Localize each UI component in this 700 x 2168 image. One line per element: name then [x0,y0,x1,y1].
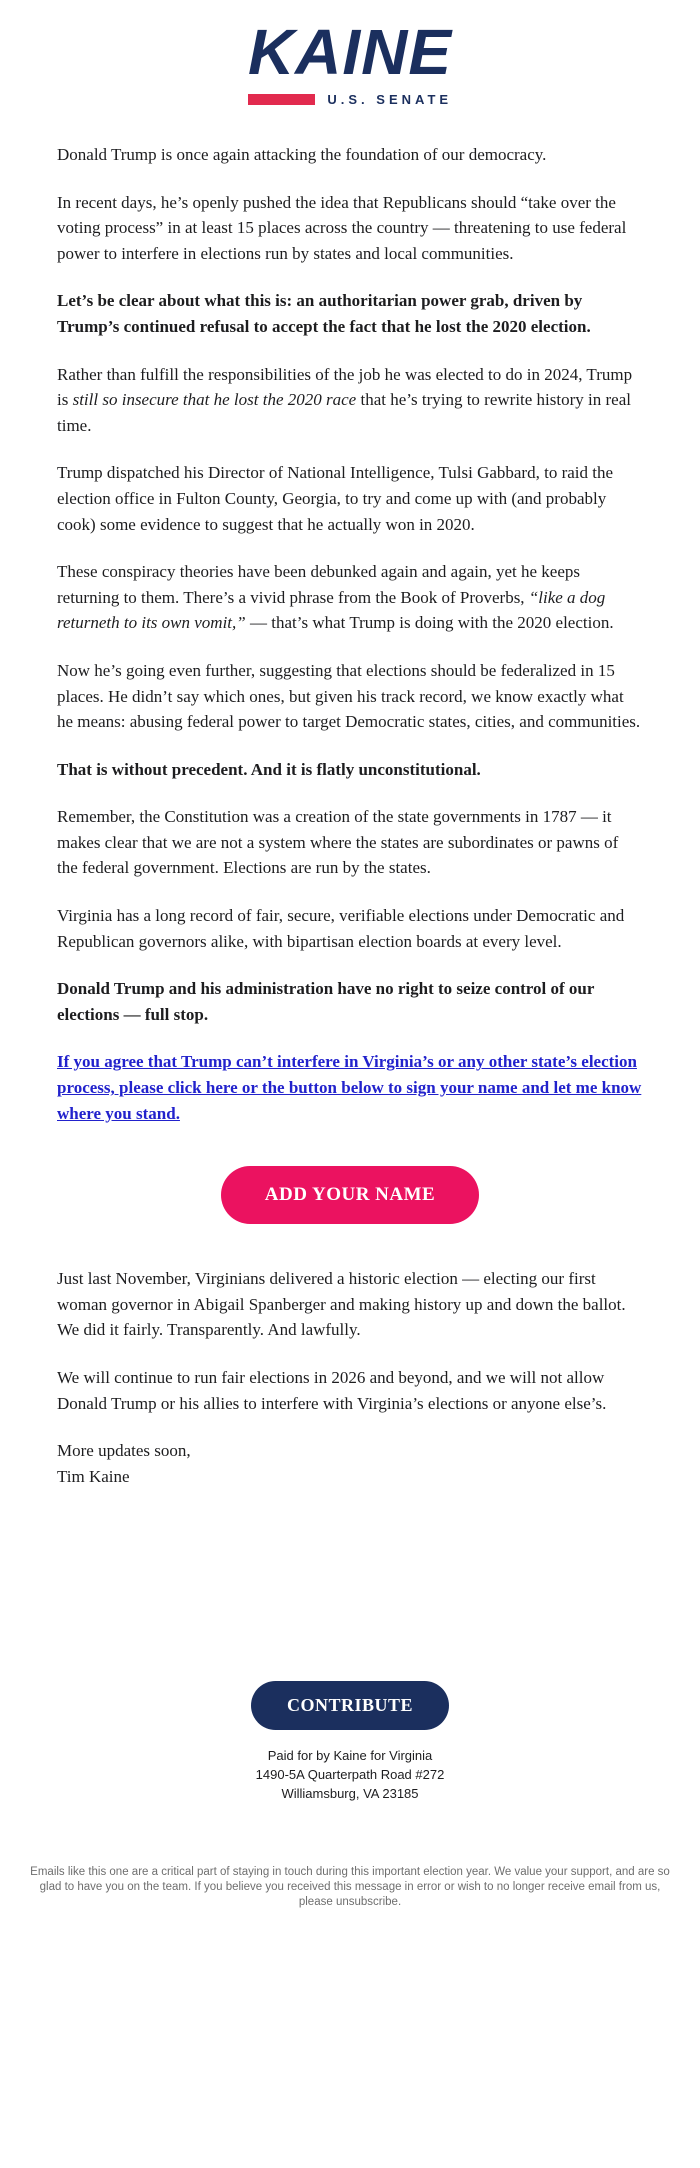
disclaimer-text: Emails like this one are a critical part of staying in touch during this important election year. We value your support, and are so glad to have you on the team. If you believe you received this message in error or wish to no longer receive email from us, please [30,1866,670,1909]
text-segment: We will continue to run fair elections in 2026 and beyond, and we will not allow Donald Trump or his allies to interfere with Virginia’s elections or anyone else’s. [57,1368,607,1413]
paid-for-block [57,1746,643,1803]
paid-for-line: Paid for by Kaine for Virginia [267,1748,433,1764]
text-segment: still so insecure that he lost the 2020 race [72,390,357,410]
text-segment: Trump dispatched his Director of National Intelligence, Tulsi Gabbard, to raid the election office in Fulton County, Georgia, to try and come up with (and probably cook) some evidence to suggest that he actually won in 2020. [57,463,614,534]
text-segment: “like a dog returneth to its own vomit,” [57,587,606,633]
text-segment: Just last November, Virginians delivered a historic election — electing our first woman governor in Abigail Spanberger and making history up and down the ballot. We did it fairly. Transparently. And lawfully. [57,1269,626,1340]
cta-link[interactable]: If you agree that Trump can’t interfere in Virginia’s or any other state’s election process, please click here or the button below to sign your name and let me know where you stand. [57,1052,642,1123]
address-line-1: 1490-5A Quarterpath Road #272 [255,1767,445,1783]
paragraph [57,1365,643,1416]
paragraph [57,460,643,537]
logo-subtitle-row [248,92,452,107]
cta-link-paragraph [57,1049,643,1126]
contribute-button-row [57,1681,643,1730]
disclaimer-text-after: . [397,1896,402,1909]
text-segment: that he’s trying to rewrite history in real time. [57,390,631,435]
text-segment: More updates soon, [57,1441,191,1461]
logo-subtitle: U.S. SENATE [327,92,453,107]
paragraph [57,976,643,1027]
body-copy-bottom [57,1266,643,1489]
paragraph [57,903,643,954]
paragraph [57,559,643,636]
logo-header [57,16,643,110]
text-segment: That is without precedent. And it is flatly unconstitutional. [57,759,481,779]
paragraph [57,658,643,735]
kaine-logo-wordmark: KAINE [247,16,453,88]
kaine-logo [247,16,453,107]
paragraph [57,1266,643,1343]
paragraph [57,804,643,881]
text-segment: Remember, the Constitution was a creation of the state governments in 1787 — it makes clear that we are not a system where the states are subordinates or pawns of the federal government. Elections are run by the states. [57,807,619,878]
text-segment: Let’s be clear about what this is: an authoritarian power grab, driven by Trump’s continued refusal to accept the fact that he lost the 2020 election. [57,291,591,336]
logo-red-bar [248,94,315,105]
paragraph [57,362,643,439]
contribute-button[interactable]: CONTRIBUTE [251,1681,449,1730]
address-line-2: Williamsburg, VA 23185 [281,1786,419,1802]
paragraph [57,142,643,168]
paragraph [57,190,643,267]
text-segment: Donald Trump is once again attacking the foundation of our democracy. [57,145,547,164]
add-your-name-button[interactable]: ADD YOUR NAME [221,1166,479,1224]
paragraph [57,757,643,783]
paragraph [57,288,643,339]
unsubscribe-link[interactable]: unsubscribe [335,1896,398,1909]
text-segment: Donald Trump and his administration have no right to seize control of our elections — full stop. [57,979,595,1024]
text-segment: Rather than fulfill the responsibilities of the job he was elected to do in 2024, Trump is [57,364,633,410]
body-copy-top [57,142,643,1027]
disclaimer [28,1865,672,1950]
text-segment: Virginia has a long record of fair, secure, verifiable elections under Democratic and Republican governors alike, with bipartisan election boards at every level. [57,906,625,951]
add-name-button-row [57,1166,643,1224]
email-body [57,142,643,1803]
text-segment: In recent days, he’s openly pushed the idea that Republicans should “take over the voting process” in at least 15 places across the country — threatening to use federal power to interfere in elections run by states and local communities. [57,192,627,263]
text-segment: Tim Kaine [57,1466,130,1486]
text-segment: — that’s what Trump is doing with the 2020 election. [245,613,614,633]
text-segment: Now he’s going even further, suggesting that elections should be federalized in 15 places. He didn’t say which ones, but given his track record, we know exactly what he means: abusing federal power to target Democratic states, cities, and communities. [57,660,641,732]
text-segment: These conspiracy theories have been debunked again and again, yet he keeps returning to them. There’s a vivid phrase from the Book of Proverbs, [57,562,581,607]
paragraph [57,1438,643,1489]
